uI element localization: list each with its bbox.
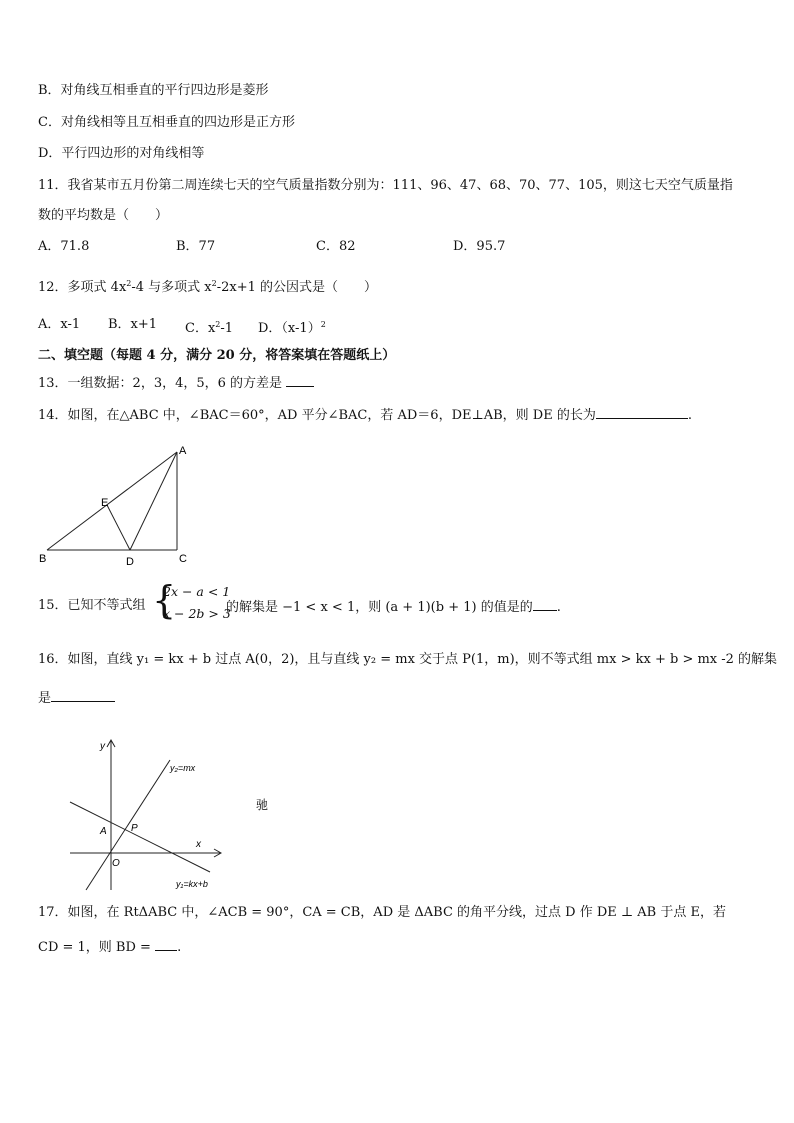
line-y1-label: y₁=kx+b (176, 879, 208, 889)
q15-inequality-2: x − 2b > 3 (163, 606, 231, 621)
point-p-label: P (131, 823, 138, 834)
label-e: E (101, 497, 109, 509)
q12-option-c-post: -1 (220, 321, 234, 336)
line-y2-label: y₂=mx (170, 763, 196, 773)
q15-end: . (556, 600, 561, 615)
q12-option-d (258, 316, 326, 338)
segment-ad (130, 452, 177, 550)
q10-option-b: B．对角线互相垂直的平行四边形是菱形 (38, 83, 269, 98)
q14-end: . (687, 408, 692, 423)
q11-stem-line1: 11．我省某市五月份第二周连续七天的空气质量指数分别为：111、96、47、68、70、77、105，则这七天空气质量指 (38, 178, 733, 193)
q15-mid: 的解集是 −1 < x < 1，则 (a + 1)(b + 1) 的值是的 (226, 600, 533, 615)
q14-stem (38, 405, 692, 425)
q13-text: 13．一组数据：2，3，4，5，6 的方差是 (38, 376, 287, 391)
q12-sup1: 2 (126, 279, 132, 288)
q11-stem-line2: 数的平均数是（ ） (38, 208, 169, 223)
q15-stem-rest (226, 597, 561, 617)
point-a-label: A (100, 826, 107, 837)
q12-stem-mid: -4 与多项式 x (131, 280, 212, 295)
q12-sup2: 2 (211, 279, 217, 288)
stray-glyph: 驰 (256, 798, 269, 812)
label-b: B (39, 553, 47, 565)
q12-stem-post: -2x+1 的公因式是（ ） (216, 280, 378, 295)
q16-coordinate-figure (58, 734, 288, 894)
answer-blank (155, 937, 177, 951)
y-axis-label: y (100, 741, 105, 752)
x-axis-label: x (196, 839, 201, 850)
section-heading: 二、填空题（每题 4 分，满分 20 分，将答案填在答题纸上） (38, 348, 396, 363)
q11-option-a: A．71.8 (38, 239, 90, 254)
label-d: D (126, 556, 134, 568)
segment-de (107, 505, 130, 550)
q12-option-d-pre: D．（x-1） (258, 321, 321, 336)
answer-blank (51, 688, 115, 702)
q12-option-d-sup: 2 (320, 320, 326, 329)
q11-option-b: B．77 (176, 239, 216, 254)
q12-stem (38, 275, 377, 297)
q11-option-c: C．82 (316, 239, 356, 254)
q12-option-c-sup: 2 (215, 320, 221, 329)
system-brace: { (152, 578, 177, 622)
label-c: C (179, 553, 187, 565)
q17-stem-line1: 17．如图，在 RtΔABC 中，∠ACB = 90°，CA = CB，AD 是 ΔABC 的角平分线，过点 D 作 DE ⊥ AB 于点 E，若 (38, 905, 726, 920)
q12-option-c (185, 316, 233, 338)
segment-ab (47, 452, 177, 550)
q14-text: 14．如图，在△ABC 中，∠BAC＝60°，AD 平分∠BAC，若 AD＝6，DE⊥AB，则 DE 的长为 (38, 408, 596, 423)
q12-option-c-pre: C．x (185, 321, 216, 336)
q15-prefix: 15．已知不等式组 (38, 598, 146, 613)
q10-option-c: C．对角线相等且互相垂直的四边形是正方形 (38, 115, 295, 130)
q16-stem-line1: 16．如图，直线 y₁ = kx + b 过点 A(0，2)，且与直线 y₂ = mx 交于点 P(1，m)，则不等式组 mx > kx + b > mx -2 的解集 (38, 652, 778, 667)
q12-stem-pre: 12．多项式 4x (38, 280, 127, 295)
answer-blank (596, 405, 688, 419)
q16-line2: 是 (38, 691, 52, 706)
q13-stem (38, 373, 314, 393)
q10-option-d: D．平行四边形的对角线相等 (38, 146, 205, 161)
q15-inequality-1: 2x − a < 1 (163, 584, 231, 599)
label-a: A (179, 445, 187, 457)
q12-option-a: A．x-1 (38, 317, 81, 332)
q16-stem-line2 (38, 688, 115, 708)
q11-option-d: D．95.7 (453, 239, 506, 254)
q17-line2-pre: CD = 1，则 BD = (38, 940, 156, 955)
line-y1 (70, 802, 210, 872)
q12-option-b: B．x+1 (108, 317, 158, 332)
line-y2 (86, 760, 170, 890)
q14-triangle-figure (34, 440, 204, 575)
origin-label: O (112, 858, 120, 869)
q17-line2-end: . (177, 940, 182, 955)
answer-blank (286, 373, 314, 387)
q17-stem-line2 (38, 937, 181, 957)
answer-blank (533, 597, 557, 611)
